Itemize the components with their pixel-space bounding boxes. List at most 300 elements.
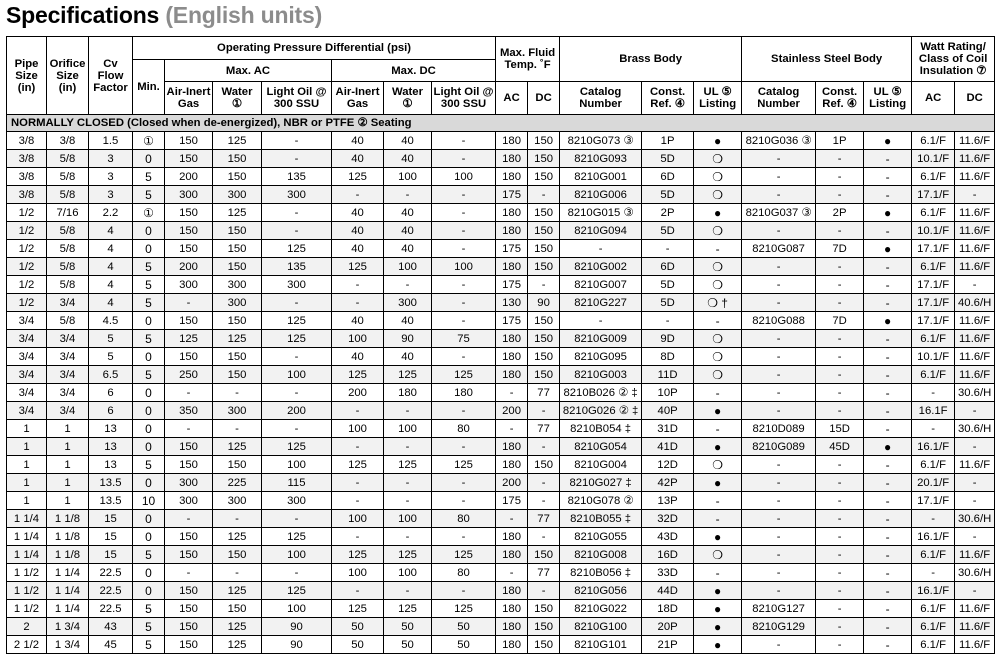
table-row	[7, 294, 995, 312]
table-cell: 6	[89, 402, 133, 420]
table-cell: -	[432, 474, 496, 492]
table-cell: 100	[384, 168, 432, 186]
table-cell: 1	[7, 474, 47, 492]
table-cell: -	[912, 564, 955, 582]
table-row	[7, 582, 995, 600]
table-cell: -	[332, 276, 384, 294]
table-cell: 150	[528, 150, 560, 168]
table-cell: 1 1/4	[47, 582, 89, 600]
table-cell: 150	[165, 348, 213, 366]
table-cell: ❍	[694, 348, 742, 366]
table-cell: -	[496, 384, 528, 402]
table-cell: 1 1/8	[47, 510, 89, 528]
table-cell: 7D	[816, 312, 864, 330]
table-cell: -	[213, 384, 262, 402]
table-cell: 44D	[642, 582, 694, 600]
table-cell: 3/4	[7, 348, 47, 366]
table-cell: -	[864, 294, 912, 312]
table-cell: 50	[432, 618, 496, 636]
table-cell: -	[384, 474, 432, 492]
table-cell: 13P	[642, 492, 694, 510]
table-cell: -	[864, 510, 912, 528]
table-cell: 1.5	[89, 132, 133, 150]
table-cell: 300	[165, 492, 213, 510]
table-row	[7, 366, 995, 384]
title-main: Specifications	[6, 2, 160, 28]
table-cell: -	[332, 186, 384, 204]
table-cell: 5D	[642, 276, 694, 294]
table-cell: ●	[694, 636, 742, 654]
table-cell: 1 1/2	[7, 600, 47, 618]
table-cell: 8210G100	[560, 618, 642, 636]
table-cell: ●	[694, 600, 742, 618]
table-cell: ●	[864, 132, 912, 150]
table-cell: -	[432, 240, 496, 258]
table-cell: 16.1/F	[912, 438, 955, 456]
table-cell: -	[816, 276, 864, 294]
table-cell: -	[560, 240, 642, 258]
header-operating-pressure: Operating Pressure Differential (psi)	[133, 37, 496, 60]
table-cell: -	[742, 150, 816, 168]
table-cell: 150	[165, 240, 213, 258]
table-cell: 22.5	[89, 582, 133, 600]
table-cell: -	[432, 348, 496, 366]
table-cell: 11.6/F	[955, 636, 995, 654]
table-cell: ●	[694, 528, 742, 546]
table-cell: 8210G015 ③	[560, 204, 642, 222]
table-cell: 13.5	[89, 474, 133, 492]
table-cell: ●	[864, 438, 912, 456]
table-cell: 11.6/F	[955, 150, 995, 168]
table-cell: ●	[864, 240, 912, 258]
table-cell: 1	[47, 420, 89, 438]
header-temp-ac: AC	[496, 82, 528, 115]
table-cell: 10.1/F	[912, 222, 955, 240]
table-cell: 5	[89, 348, 133, 366]
table-cell: 6.1/F	[912, 456, 955, 474]
table-cell: -	[262, 150, 332, 168]
table-cell: 135	[262, 258, 332, 276]
header-watt-ac: AC	[912, 82, 955, 115]
table-cell: 17.1/F	[912, 312, 955, 330]
table-cell: 200	[165, 258, 213, 276]
table-cell: 77	[528, 384, 560, 402]
table-cell: -	[742, 636, 816, 654]
table-cell: 0	[133, 384, 165, 402]
table-cell: ●	[694, 438, 742, 456]
table-cell: 125	[213, 132, 262, 150]
table-cell: 30.6/H	[955, 420, 995, 438]
table-cell: 125	[432, 456, 496, 474]
table-cell: 8210B054 ‡	[560, 420, 642, 438]
table-cell: -	[864, 384, 912, 402]
table-cell: -	[816, 546, 864, 564]
table-cell: -	[528, 186, 560, 204]
table-cell: -	[864, 330, 912, 348]
table-cell: 150	[528, 366, 560, 384]
table-cell: 10.1/F	[912, 150, 955, 168]
table-cell: -	[262, 348, 332, 366]
table-cell: 3/4	[7, 312, 47, 330]
table-cell: 16.1F	[912, 402, 955, 420]
table-cell: -	[742, 510, 816, 528]
table-cell: 125	[262, 330, 332, 348]
table-cell: -	[496, 420, 528, 438]
table-cell: 150	[165, 204, 213, 222]
table-cell: -	[432, 222, 496, 240]
table-cell: 125	[432, 546, 496, 564]
table-cell: -	[864, 546, 912, 564]
table-cell: 125	[332, 258, 384, 276]
table-cell: 130	[496, 294, 528, 312]
table-header	[7, 37, 995, 132]
table-cell: 150	[165, 438, 213, 456]
table-cell: 1/2	[7, 294, 47, 312]
table-cell: 16.1/F	[912, 582, 955, 600]
table-cell: 125	[384, 366, 432, 384]
header-dc-light-oil: Light Oil @ 300 SSU	[432, 82, 496, 115]
table-cell: 1	[7, 492, 47, 510]
table-cell: 6.1/F	[912, 168, 955, 186]
table-cell: 5/8	[47, 276, 89, 294]
table-cell: 8210G027 ‡	[560, 474, 642, 492]
table-cell: 150	[528, 258, 560, 276]
header-brass-ul: UL ⑤ Listing	[694, 82, 742, 115]
table-cell: -	[528, 402, 560, 420]
table-cell: 2 1/2	[7, 636, 47, 654]
table-cell: 40	[332, 150, 384, 168]
table-cell: 200	[496, 402, 528, 420]
table-cell: 100	[384, 510, 432, 528]
table-cell: -	[864, 222, 912, 240]
table-cell: 40	[332, 348, 384, 366]
table-cell: -	[816, 600, 864, 618]
table-cell: 1	[47, 456, 89, 474]
table-cell: -	[864, 276, 912, 294]
table-cell: -	[432, 276, 496, 294]
table-cell: 11.6/F	[955, 330, 995, 348]
table-cell: 0	[133, 438, 165, 456]
table-cell: -	[864, 420, 912, 438]
table-cell: 0	[133, 222, 165, 240]
table-cell: 50	[384, 618, 432, 636]
table-cell: 150	[528, 330, 560, 348]
table-cell: 8210G129	[742, 618, 816, 636]
table-cell: 1 1/2	[7, 582, 47, 600]
table-cell: 300	[213, 276, 262, 294]
table-cell: 5D	[642, 222, 694, 240]
table-cell: 150	[165, 312, 213, 330]
table-cell: 8210G088	[742, 312, 816, 330]
table-row	[7, 456, 995, 474]
table-cell: -	[864, 582, 912, 600]
table-cell: -	[864, 168, 912, 186]
table-cell: 40	[384, 222, 432, 240]
table-cell: 13	[89, 438, 133, 456]
table-cell: 225	[213, 474, 262, 492]
table-cell: 7/16	[47, 204, 89, 222]
table-cell: 300	[165, 276, 213, 294]
table-cell: -	[384, 186, 432, 204]
header-ac-light-oil: Light Oil @ 300 SSU	[262, 82, 332, 115]
table-cell: 180	[496, 582, 528, 600]
table-cell: -	[742, 384, 816, 402]
table-cell: 5	[133, 294, 165, 312]
table-cell: -	[816, 348, 864, 366]
table-cell: 150	[528, 348, 560, 366]
table-cell: 180	[496, 168, 528, 186]
table-cell: -	[332, 402, 384, 420]
table-cell: ❍	[694, 258, 742, 276]
table-cell: 115	[262, 474, 332, 492]
table-cell: 180	[496, 222, 528, 240]
table-row	[7, 222, 995, 240]
table-cell: 3/4	[7, 402, 47, 420]
table-cell: 150	[165, 582, 213, 600]
table-cell: 125	[213, 528, 262, 546]
table-cell: 5	[133, 456, 165, 474]
title-sub: (English units)	[165, 2, 323, 28]
table-cell: -	[864, 402, 912, 420]
table-cell: 125	[432, 366, 496, 384]
table-cell: 16D	[642, 546, 694, 564]
header-ss-const-ref: Const. Ref. ④	[816, 82, 864, 115]
table-cell: -	[816, 528, 864, 546]
table-cell: 180	[496, 366, 528, 384]
table-body	[7, 132, 995, 654]
table-cell: 90	[528, 294, 560, 312]
table-row	[7, 240, 995, 258]
table-cell: -	[332, 528, 384, 546]
table-cell: 5	[133, 546, 165, 564]
table-cell: 8210G127	[742, 600, 816, 618]
table-cell: ●	[864, 204, 912, 222]
table-cell: 2	[7, 618, 47, 636]
table-cell: 3	[89, 150, 133, 168]
table-cell: -	[560, 312, 642, 330]
table-cell: 30.6/H	[955, 564, 995, 582]
table-cell: 5	[133, 186, 165, 204]
table-row	[7, 402, 995, 420]
table-cell: -	[213, 420, 262, 438]
table-cell: 150	[165, 528, 213, 546]
table-cell: 1 1/4	[47, 600, 89, 618]
header-brass-body: Brass Body	[560, 37, 742, 82]
table-cell: -	[432, 312, 496, 330]
table-cell: -	[912, 510, 955, 528]
table-cell: -	[165, 294, 213, 312]
table-cell: -	[432, 186, 496, 204]
table-cell: 135	[262, 168, 332, 186]
table-cell: 150	[213, 222, 262, 240]
table-cell: 175	[496, 312, 528, 330]
table-cell: -	[742, 168, 816, 186]
table-cell: -	[694, 384, 742, 402]
table-cell: 17.1/F	[912, 186, 955, 204]
table-cell: 180	[496, 258, 528, 276]
table-cell: 90	[262, 636, 332, 654]
table-cell: -	[955, 402, 995, 420]
table-cell: 5	[133, 276, 165, 294]
table-cell: -	[864, 474, 912, 492]
table-cell: 0	[133, 312, 165, 330]
table-cell: 150	[528, 600, 560, 618]
table-cell: 5/8	[47, 240, 89, 258]
table-cell: 200	[262, 402, 332, 420]
table-cell: -	[864, 492, 912, 510]
table-cell: 3/8	[7, 132, 47, 150]
table-row	[7, 564, 995, 582]
table-cell: -	[332, 438, 384, 456]
table-cell: 0	[133, 528, 165, 546]
table-cell: 3/4	[47, 330, 89, 348]
table-cell: -	[742, 294, 816, 312]
table-cell: 300	[213, 402, 262, 420]
table-cell: 150	[165, 456, 213, 474]
table-row	[7, 600, 995, 618]
table-cell: -	[816, 582, 864, 600]
table-cell: -	[528, 528, 560, 546]
table-cell: 5/8	[47, 312, 89, 330]
table-cell: 15	[89, 510, 133, 528]
table-cell: 4	[89, 276, 133, 294]
table-cell: -	[262, 510, 332, 528]
table-cell: 100	[332, 420, 384, 438]
table-cell: 5	[133, 618, 165, 636]
header-ss-catalog: Catalog Number	[742, 82, 816, 115]
table-cell: 8210B056 ‡	[560, 564, 642, 582]
table-row	[7, 528, 995, 546]
table-cell: 100	[384, 564, 432, 582]
table-cell: -	[955, 474, 995, 492]
table-cell: 100	[262, 456, 332, 474]
table-cell: 5/8	[47, 150, 89, 168]
table-cell: -	[955, 492, 995, 510]
table-cell: -	[816, 168, 864, 186]
table-cell: -	[432, 204, 496, 222]
table-cell: -	[432, 582, 496, 600]
table-cell: 80	[432, 564, 496, 582]
table-cell: 125	[432, 600, 496, 618]
table-cell: 125	[165, 330, 213, 348]
table-cell: -	[432, 438, 496, 456]
table-cell: -	[528, 438, 560, 456]
table-cell: 150	[165, 546, 213, 564]
table-row	[7, 348, 995, 366]
table-cell: 150	[528, 204, 560, 222]
table-cell: ❍	[694, 186, 742, 204]
table-cell: 8210G094	[560, 222, 642, 240]
table-cell: 150	[165, 600, 213, 618]
table-row	[7, 510, 995, 528]
header-watt-dc: DC	[955, 82, 995, 115]
header-temp-dc: DC	[528, 82, 560, 115]
table-cell: -	[384, 402, 432, 420]
table-cell: 6.1/F	[912, 330, 955, 348]
table-cell: -	[165, 384, 213, 402]
table-cell: 18D	[642, 600, 694, 618]
table-cell: -	[955, 528, 995, 546]
table-cell: 150	[165, 618, 213, 636]
table-cell: 8210G004	[560, 456, 642, 474]
table-cell: -	[955, 438, 995, 456]
table-cell: 50	[432, 636, 496, 654]
table-cell: 300	[213, 186, 262, 204]
table-cell: 125	[213, 636, 262, 654]
table-cell: 150	[213, 150, 262, 168]
table-cell: -	[864, 600, 912, 618]
table-cell: 43D	[642, 528, 694, 546]
table-cell: 1	[47, 492, 89, 510]
table-cell: 77	[528, 564, 560, 582]
table-cell: 300	[213, 294, 262, 312]
table-cell: 4	[89, 222, 133, 240]
table-cell: -	[816, 456, 864, 474]
table-cell: -	[262, 564, 332, 582]
table-cell: -	[955, 276, 995, 294]
table-cell: 180	[496, 132, 528, 150]
table-cell: ❍	[694, 168, 742, 186]
table-cell: -	[912, 420, 955, 438]
table-cell: 30.6/H	[955, 510, 995, 528]
table-cell: -	[262, 132, 332, 150]
table-row	[7, 168, 995, 186]
header-stainless-body: Stainless Steel Body	[742, 37, 912, 82]
table-cell: 100	[332, 330, 384, 348]
table-cell: -	[742, 186, 816, 204]
table-row	[7, 330, 995, 348]
table-cell: 6.1/F	[912, 132, 955, 150]
table-cell: 1	[7, 420, 47, 438]
table-cell: 5	[133, 330, 165, 348]
table-cell: 11D	[642, 366, 694, 384]
table-row	[7, 276, 995, 294]
table-cell: 4	[89, 294, 133, 312]
table-cell: 3/8	[7, 186, 47, 204]
table-cell: 125	[262, 528, 332, 546]
table-cell: 8210G093	[560, 150, 642, 168]
header-orifice-size: Orifice Size (in)	[47, 37, 89, 115]
table-cell: 150	[165, 132, 213, 150]
table-cell: 40	[332, 312, 384, 330]
table-cell: 45	[89, 636, 133, 654]
table-cell: 100	[384, 258, 432, 276]
table-cell: 100	[384, 420, 432, 438]
table-cell: ❍	[694, 330, 742, 348]
table-cell: 0	[133, 474, 165, 492]
table-cell: 5D	[642, 186, 694, 204]
header-dc-air-inert: Air-Inert Gas	[332, 82, 384, 115]
table-cell: 8210B026 ② ‡	[560, 384, 642, 402]
table-cell: -	[742, 222, 816, 240]
table-cell: -	[432, 294, 496, 312]
table-cell: 150	[528, 240, 560, 258]
table-cell: 1/2	[7, 240, 47, 258]
table-cell: -	[912, 384, 955, 402]
table-cell: -	[165, 420, 213, 438]
table-cell: 4	[89, 240, 133, 258]
table-cell: 125	[213, 618, 262, 636]
table-cell: 150	[213, 168, 262, 186]
table-cell: 5	[133, 258, 165, 276]
table-row	[7, 132, 995, 150]
table-cell: -	[864, 348, 912, 366]
table-cell: 125	[262, 312, 332, 330]
table-cell: 2.2	[89, 204, 133, 222]
table-cell: -	[816, 294, 864, 312]
table-row	[7, 474, 995, 492]
table-cell: -	[496, 564, 528, 582]
